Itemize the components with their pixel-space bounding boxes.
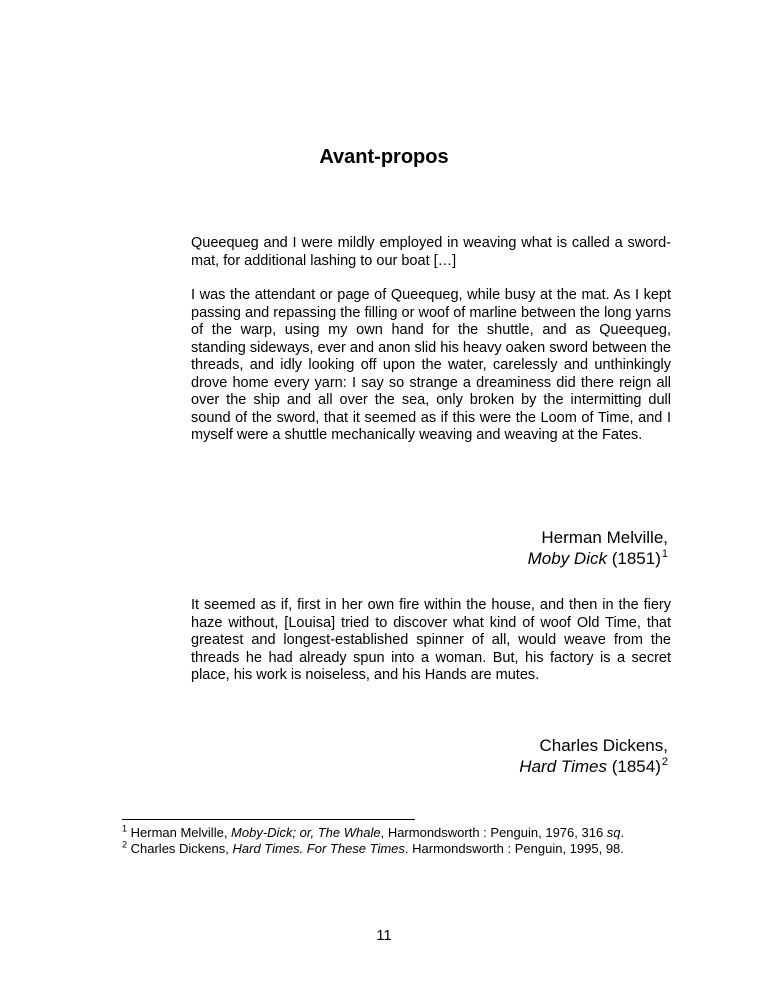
attribution-author: Charles Dickens, bbox=[539, 736, 668, 755]
attribution-work bbox=[528, 548, 668, 569]
epigraph-dickens bbox=[191, 597, 671, 685]
work-title: Moby Dick bbox=[527, 549, 607, 568]
footnote-number: 2 bbox=[122, 839, 128, 850]
footnote-title: Moby-Dick; or, The Whale bbox=[231, 825, 381, 840]
footnote-number: 1 bbox=[122, 823, 128, 834]
attribution-author: Herman Melville, bbox=[541, 528, 668, 547]
footnote-title: Hard Times. For These Times bbox=[232, 841, 405, 856]
footnote-italic: sq bbox=[606, 825, 621, 840]
footnote-text: . Harmondsworth : Penguin, 1995, 98. bbox=[404, 841, 624, 856]
page-title: Avant-propos bbox=[319, 146, 449, 168]
attribution-melville bbox=[528, 527, 668, 569]
work-year: (1851) bbox=[607, 549, 661, 568]
epigraph-paragraph: It seemed as if, first in her own fire within the house, and then in the fiery haze without, [Louisa] tried to discover what kind of woof Old Time, that greatest and longest-established spinner of all, would weave from the threads he had already spun into a woman. But, his factory is a secret place, his work is noiseless, and his Hands are mutes. bbox=[191, 597, 671, 683]
page-number: 11 bbox=[376, 927, 392, 944]
footnote-text: . bbox=[620, 825, 625, 840]
footnote bbox=[122, 841, 680, 857]
footnote-reference[interactable]: 2 bbox=[661, 756, 668, 769]
epigraph-melville bbox=[191, 235, 671, 445]
footnote-separator bbox=[122, 819, 415, 820]
footnote-text: , Harmondsworth : Penguin, 1976, 316 bbox=[380, 825, 607, 840]
footnote-text: Herman Melville, bbox=[127, 825, 232, 840]
footnotes bbox=[122, 825, 680, 857]
footnote bbox=[122, 825, 680, 841]
attribution-dickens bbox=[519, 735, 668, 777]
work-year: (1854) bbox=[607, 757, 661, 776]
epigraph-paragraph: I was the attendant or page of Queequeg, while busy at the mat. As I kept passing and repassing the filling or woof of marline between the long yarns of the warp, using my own hand for the shuttle, and as Queequeg, standing sideways, ever and anon slid his heavy oaken sword between the threads, and idly looking off upon the water, carelessly and unthinkingly drove home every yarn: I say so strange a dreaminess did there reign all over the ship and all over the sea, only broken by the intermitting dull sound of the sword, that it seemed as if this were the Loom of Time, and I myself were a shuttle mechanically weaving and weaving at the Fates. bbox=[191, 287, 671, 443]
attribution-work bbox=[519, 756, 668, 777]
footnote-text: Charles Dickens, bbox=[127, 841, 233, 856]
epigraph-paragraph: Queequeg and I were mildly employed in weaving what is called a sword-mat, for additional lashing to our boat […] bbox=[191, 235, 671, 269]
work-title: Hard Times bbox=[519, 757, 607, 776]
footnote-reference[interactable]: 1 bbox=[661, 548, 668, 561]
